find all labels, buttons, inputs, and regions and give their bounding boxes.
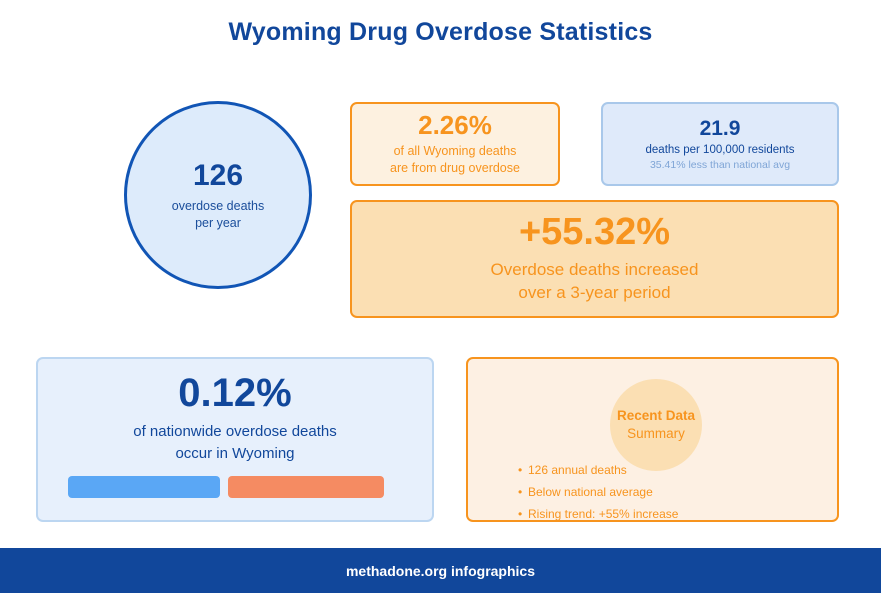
- death-rate-value: 21.9: [699, 116, 741, 140]
- trend-value: +55.32%: [518, 211, 671, 254]
- trend-desc: [491, 259, 699, 305]
- death-rate-note: 35.41% less than national avg: [649, 159, 791, 172]
- circle-value: 126: [192, 158, 244, 192]
- list-item: • Rising trend: +55% increase: [518, 503, 818, 525]
- card-trend-increase: [350, 200, 839, 318]
- percent-of-deaths-desc-line2: are from drug overdose: [390, 161, 520, 176]
- footer-bar: [0, 548, 881, 593]
- circle-label-line2: per year: [195, 215, 241, 230]
- list-item: • Below national average: [518, 481, 818, 503]
- share-value: 0.12%: [178, 371, 292, 415]
- recent-data-donut-line1: Recent Data: [616, 408, 696, 424]
- recent-data-donut-line2: Summary: [627, 426, 685, 441]
- card-percent-of-deaths: [350, 102, 560, 186]
- list-item: • 126 annual deaths: [518, 459, 818, 481]
- bar-wyoming: [68, 476, 220, 498]
- comparison-bars: [68, 476, 406, 498]
- bar-national: [228, 476, 384, 498]
- share-desc-line2: occur in Wyoming: [175, 444, 295, 462]
- percent-of-deaths-value: 2.26%: [418, 109, 492, 140]
- share-desc: [133, 421, 336, 465]
- page-title: Wyoming Drug Overdose Statistics: [228, 18, 653, 46]
- recent-data-bullets: [518, 459, 818, 526]
- card-nationwide-share: [36, 357, 434, 522]
- trend-desc-line2: over a 3-year period: [518, 282, 671, 302]
- recent-data-donut: [610, 379, 702, 471]
- card-recent-data-summary: [466, 357, 839, 522]
- circle-label: [172, 198, 264, 232]
- share-desc-line1: of nationwide overdose deaths: [133, 423, 337, 440]
- footer-text: methadone.org infographics: [345, 562, 535, 579]
- percent-of-deaths-desc-line1: of all Wyoming deaths: [393, 144, 517, 159]
- percent-of-deaths-desc: [390, 143, 520, 177]
- circle-label-line1: overdose deaths: [171, 198, 265, 213]
- trend-desc-line1: Overdose deaths increased: [490, 260, 699, 279]
- stat-circle-annual-deaths: [124, 101, 312, 289]
- card-death-rate: [601, 102, 839, 186]
- death-rate-desc: deaths per 100,000 residents: [645, 144, 795, 157]
